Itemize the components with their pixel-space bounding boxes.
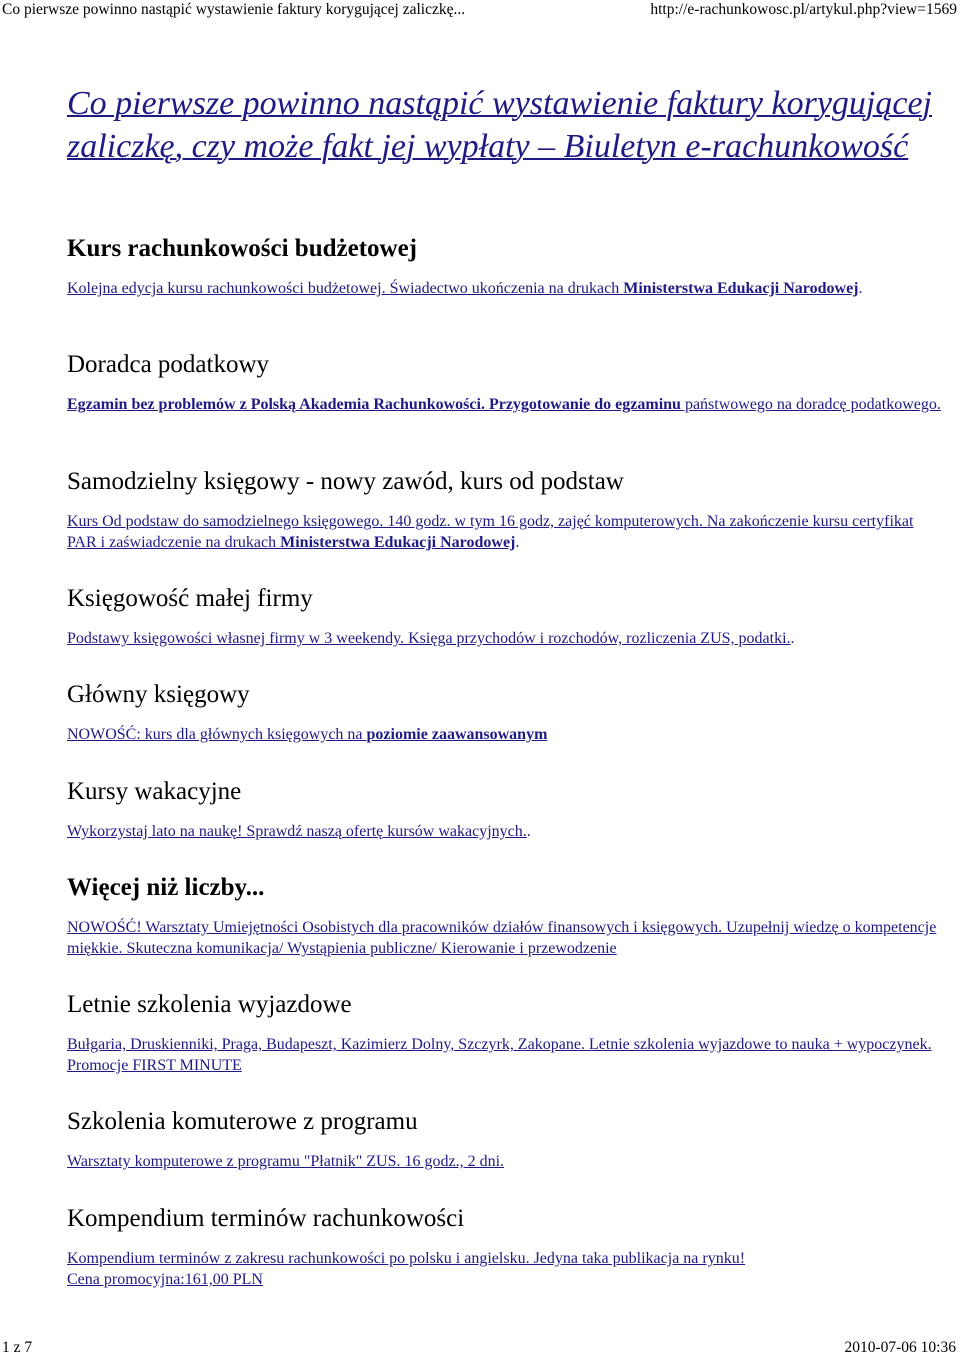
section-text — [67, 394, 947, 415]
section-text — [67, 278, 947, 299]
promo-text-punct: . — [790, 630, 795, 647]
promo-link[interactable]: Kolejna edycja kursu rachunkowości budżetowej. Świadectwo ukończenia na drukach — [67, 280, 624, 297]
promo-link[interactable]: Bułgaria, Druskienniki, Praga, Budapeszt, Kazimierz Dolny, Szczyrk, Zakopane. Letnie szkolenia wyjazdowe to nauka + wypoczynek. Promocje FIRST MINUTE — [67, 1036, 932, 1074]
section-heading: Doradca podatkowy — [67, 351, 270, 378]
promo-link[interactable]: Wykorzystaj lato na naukę! Sprawdź naszą ofertę kursów wakacyjnych. — [67, 823, 527, 840]
page-number: 1 z 7 — [2, 1339, 33, 1356]
section-text — [67, 1151, 947, 1172]
promo-section-small-business — [67, 584, 947, 649]
promo-section-tax-advisor — [67, 350, 947, 415]
section-heading: Letnie szkolenia wyjazdowe — [67, 991, 352, 1018]
promo-link[interactable]: NOWOŚĆ: kurs dla głównych księgowych na — [67, 726, 367, 743]
section-heading: Kurs rachunkowości budżetowej — [67, 235, 418, 262]
promo-section-summer-courses — [67, 777, 947, 842]
promo-link[interactable]: NOWOŚĆ! Warsztaty Umiejętności Osobistych dla pracowników działów finansowych i księgowych. Uzupełnij wiedzę o kompetencje miękkie. Skuteczna komunikacja/ Wystąpienia publiczne/ Kierowanie i przewodzenie — [67, 919, 937, 957]
promo-link[interactable]: Kompendium terminów z zakresu rachunkowości po polsku i angielsku. Jedyna taka publikacja na rynku! — [67, 1250, 746, 1267]
promo-link-exam[interactable]: państwowego na doradcę podatkowego. — [680, 396, 941, 413]
promo-link-advanced[interactable]: poziomie zaawansowanym — [366, 726, 548, 743]
promo-text-punct: . — [858, 280, 863, 297]
page-header-url: http://e-rachunkowosc.pl/artykul.php?view=1569 — [650, 1, 957, 18]
promo-section-budget-accounting — [67, 234, 947, 299]
section-text — [67, 821, 947, 842]
article-title-link[interactable]: Co pierwsze powinno nastąpić wystawienie faktury korygującej zaliczkę, czy może fakt jej wypłaty – Biuletyn e-rachunkowość — [67, 85, 933, 165]
section-heading: Księgowość małej firmy — [67, 585, 313, 612]
promo-section-computer-training — [67, 1107, 947, 1172]
section-heading: Więcej niż liczby... — [67, 874, 265, 901]
promo-section-compendium — [67, 1204, 947, 1290]
promo-text-punct: . — [526, 823, 531, 840]
promo-section-chief-accountant — [67, 680, 947, 745]
promo-section-summer-trips — [67, 990, 947, 1076]
promo-link-ministry[interactable]: Ministerstwa Edukacji Narodowej — [623, 280, 859, 297]
promo-link[interactable]: Kurs Od podstaw do samodzielnego księgowego. 140 godz. w tym 16 godz, zajęć komputerowych. Na zakończenie kursu certyfikat PAR i zaświadczenie na drukach — [67, 513, 914, 551]
section-text — [67, 917, 947, 959]
section-heading: Główny księgowy — [67, 681, 250, 708]
promo-text-punct: . — [515, 534, 520, 551]
promo-link[interactable]: Podstawy księgowości własnej firmy w 3 weekendy. Księga przychodów i rozchodów, rozliczenia ZUS, podatki. — [67, 630, 791, 647]
promo-link[interactable]: Warsztaty komputerowe z programu "Płatnik" ZUS. 16 godz., 2 dni. — [67, 1153, 505, 1170]
section-text — [67, 1248, 947, 1290]
page-header-title: Co pierwsze powinno nastąpić wystawienie faktury korygującej zaliczkę... — [2, 1, 466, 18]
promo-section-soft-skills — [67, 873, 947, 959]
section-text — [67, 628, 947, 649]
promo-link-price[interactable]: Cena promocyjna:161,00 PLN — [67, 1271, 263, 1288]
promo-link[interactable]: Egzamin bez problemów z Polską Akademia Rachunkowości. Przygotowanie do egzaminu — [67, 396, 681, 413]
section-text — [67, 1034, 947, 1076]
print-timestamp: 2010-07-06 10:36 — [844, 1339, 956, 1356]
promo-link-ministry[interactable]: Ministerstwa Edukacji Narodowej — [280, 534, 516, 551]
section-heading: Szkolenia komuterowe z programu — [67, 1108, 418, 1135]
promo-section-independent-accountant — [67, 467, 947, 553]
section-heading: Samodzielny księgowy - nowy zawód, kurs od podstaw — [67, 468, 624, 495]
section-text — [67, 724, 947, 745]
article — [67, 82, 947, 1288]
section-heading: Kompendium terminów rachunkowości — [67, 1205, 465, 1232]
section-heading: Kursy wakacyjne — [67, 778, 242, 805]
section-text — [67, 511, 947, 553]
